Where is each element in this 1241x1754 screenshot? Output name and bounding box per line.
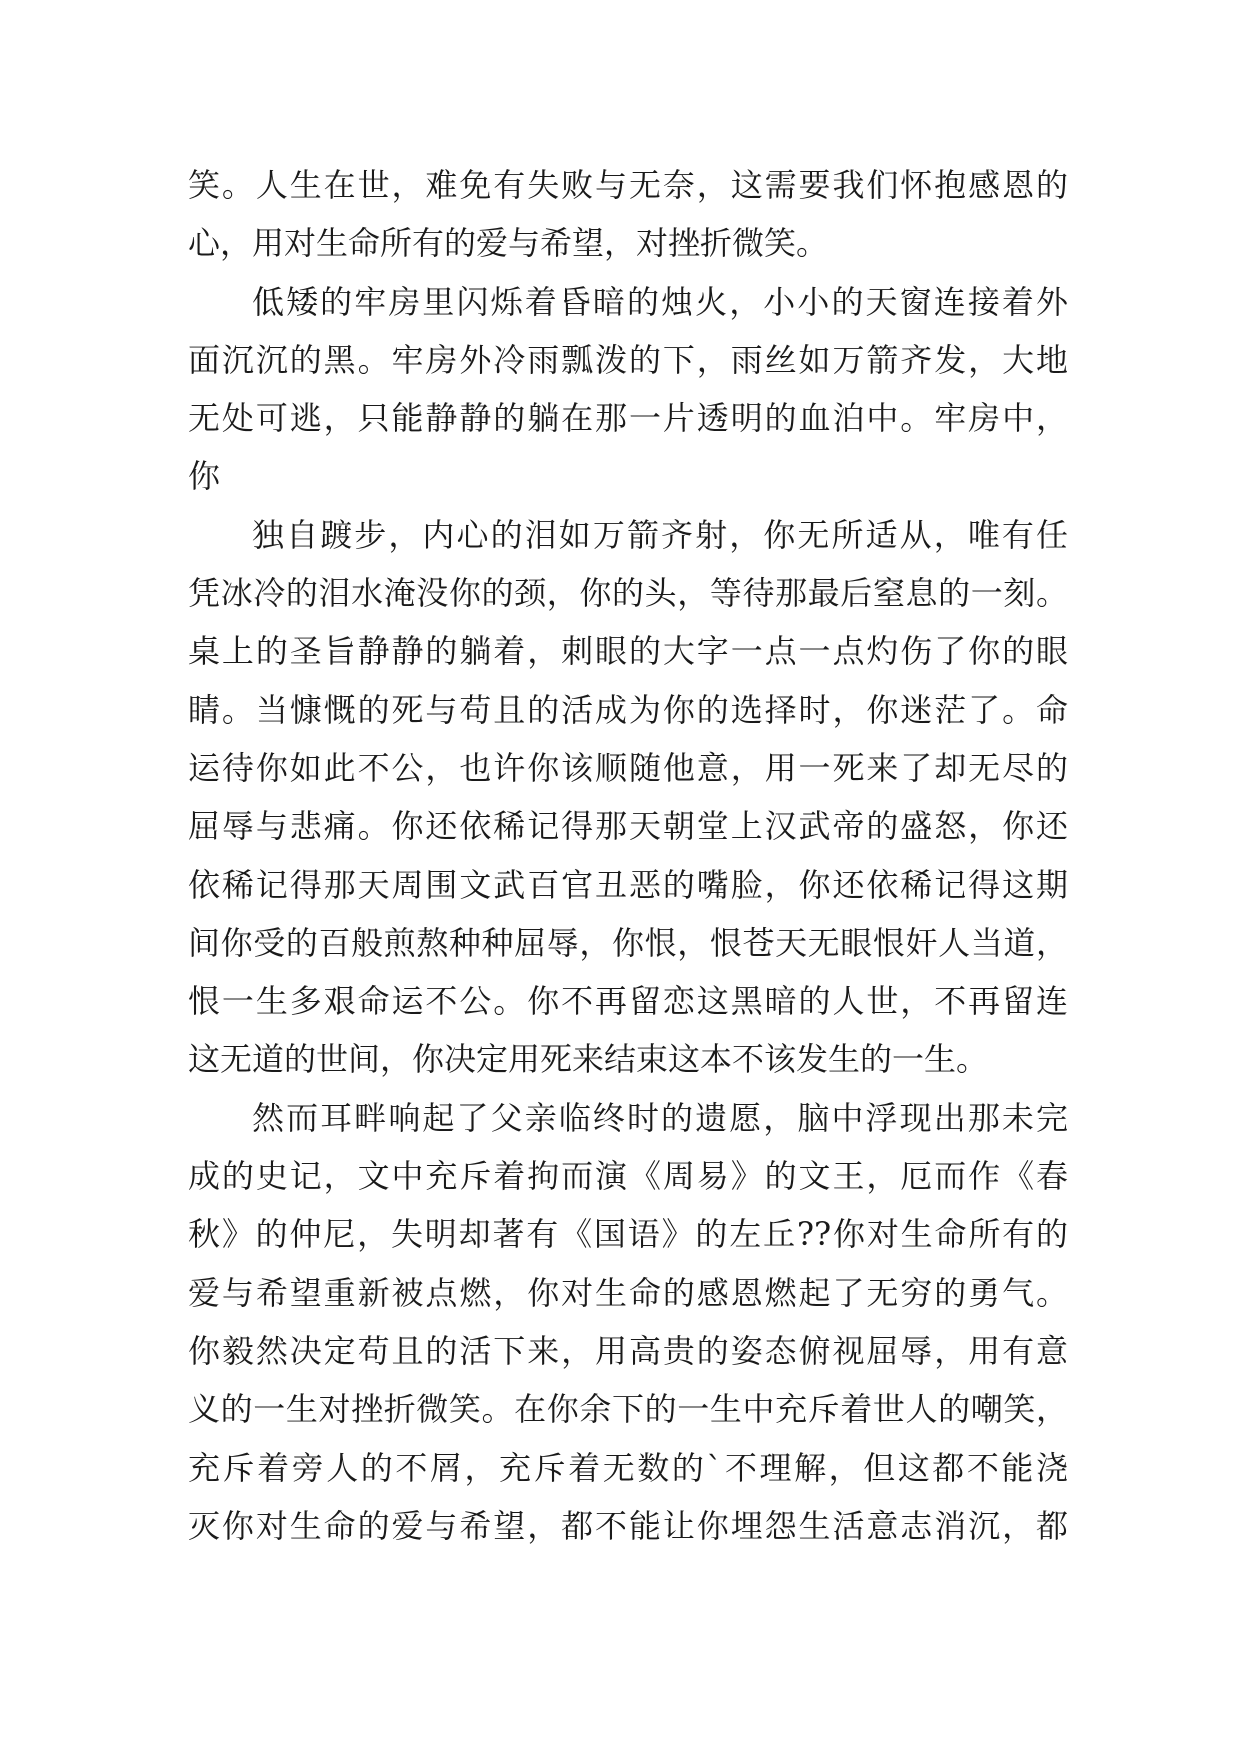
- text-line: 凭冰冷的泪水淹没你的颈，你的头，等待那最后窒息的一刻。: [188, 574, 1068, 613]
- text-line: 灭你对生命的爱与希望，都不能让你埋怨生活意志消沉，都: [188, 1506, 1068, 1545]
- text-line: 这无道的世间，你决定用死来结束这本不该发生的一生。: [188, 1040, 989, 1079]
- text-line: 秋》的仲尼，失明却著有《国语》的左丘??你对生命所有的: [188, 1215, 1068, 1254]
- text-line: 面沉沉的黑。牢房外冷雨瓢泼的下，雨丝如万箭齐发，大地: [188, 340, 1068, 379]
- document-body: [188, 156, 1068, 1555]
- text-line: 义的一生对挫折微笑。在你余下的一生中充斥着世人的嘲笑，: [188, 1390, 1068, 1429]
- paragraph-start-line: 然而耳畔响起了父亲临终时的遗愿，脑中浮现出那未完: [252, 1098, 1068, 1137]
- text-line: 充斥着旁人的不屑，充斥着无数的`不理解，但这都不能浇: [188, 1448, 1068, 1487]
- text-line: 屈辱与悲痛。你还依稀记得那天朝堂上汉武帝的盛怒，你还: [188, 807, 1068, 846]
- text-line: 你: [188, 457, 221, 496]
- text-line: 爱与希望重新被点燃，你对生命的感恩燃起了无穷的勇气。: [188, 1273, 1068, 1312]
- text-line: 间你受的百般煎熬种种屈辱，你恨，恨苍天无眼恨奸人当道，: [188, 923, 1068, 962]
- text-line: 心，用对生命所有的爱与希望，对挫折微笑。: [188, 224, 829, 263]
- text-line: 依稀记得那天周围文武百官丑恶的嘴脸，你还依稀记得这期: [188, 865, 1068, 904]
- text-line: 你毅然决定苟且的活下来，用高贵的姿态俯视屈辱，用有意: [188, 1331, 1068, 1370]
- text-line: 运待你如此不公，也许你该顺随他意，用一死来了却无尽的: [188, 748, 1068, 787]
- text-line: 恨一生多艰命运不公。你不再留恋这黑暗的人世，不再留连: [188, 982, 1068, 1021]
- text-line: 笑。人生在世，难免有失败与无奈，这需要我们怀抱感恩的: [188, 166, 1068, 204]
- text-line: 睛。当慷慨的死与苟且的活成为你的选择时，你迷茫了。命: [188, 690, 1068, 729]
- text-line: 无处可逃，只能静静的躺在那一片透明的血泊中。牢房中，: [188, 399, 1068, 438]
- paragraph-start-line: 独自踱步，内心的泪如万箭齐射，你无所适从，唯有任: [252, 515, 1068, 554]
- text-line: 成的史记，文中充斥着拘而演《周易》的文王，厄而作《春: [188, 1157, 1068, 1196]
- paragraph-start-line: 低矮的牢房里闪烁着昏暗的烛火，小小的天窗连接着外: [252, 282, 1068, 321]
- text-line: 桌上的圣旨静静的躺着，刺眼的大字一点一点灼伤了你的眼: [188, 632, 1068, 671]
